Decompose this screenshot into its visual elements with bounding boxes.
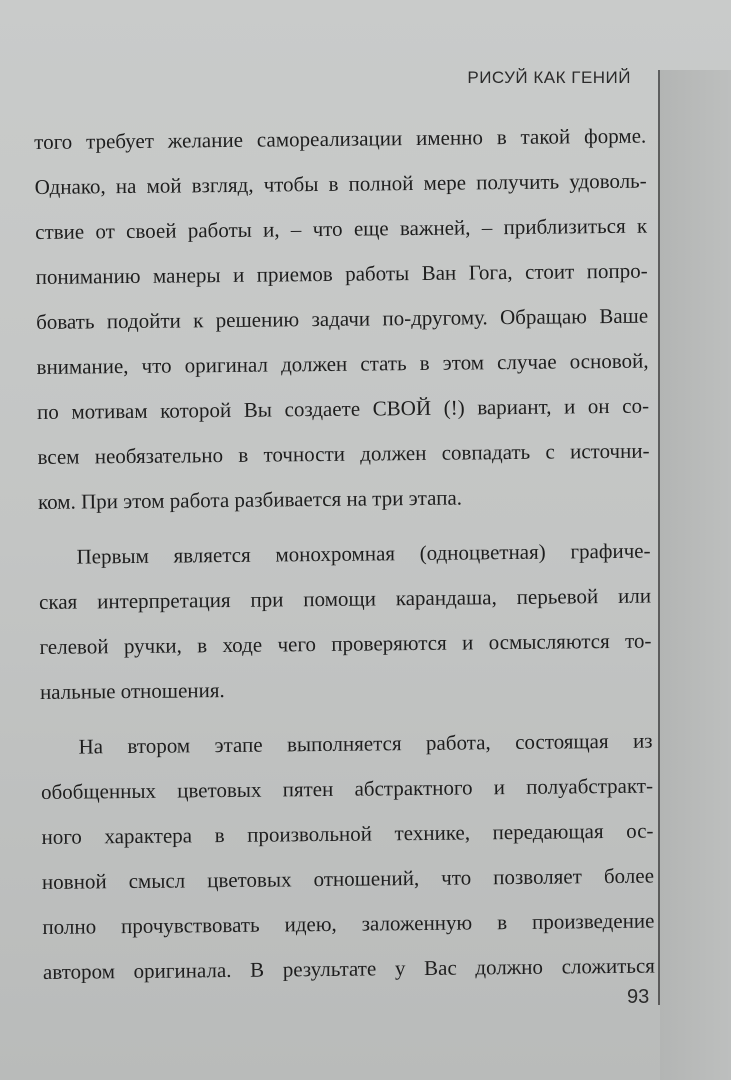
text-line: Однако, на мой взгляд, чтобы в полной мере получить удоволь- xyxy=(34,168,647,199)
text-line: ствие от своей работы и, – что еще важней, – приблизиться к xyxy=(35,213,648,244)
text-line: полно прочувствовать идею, заложенную в произведение xyxy=(42,908,655,939)
text-line: нальные отношения. xyxy=(39,678,225,704)
text-line: пониманию манеры и приемов работы Ван Гога, стоит попро- xyxy=(35,258,648,289)
text-line: ного характера в произвольной технике, передающая ос- xyxy=(41,818,654,849)
page-edge xyxy=(658,70,660,1005)
next-page-shadow xyxy=(660,70,731,1080)
paragraph-1 xyxy=(34,114,650,525)
text-line: всем необязательно в точности должен совпадать с источни- xyxy=(37,438,650,469)
paragraph-2 xyxy=(38,529,652,715)
text-line: новной смысл цветовых отношений, что позволяет более xyxy=(41,863,655,894)
text-line: ская интерпретация при помощи карандаша, перьевой или xyxy=(38,583,652,614)
page-number: 93 xyxy=(627,986,650,1008)
text-line: обобщенных цветовых пятен абстрактного и полуабстракт- xyxy=(40,773,654,804)
text-line: бовать подойти к решению задачи по-другому. Обращаю Ваше xyxy=(35,303,649,334)
text-line: по мотивам которой Вы создаете СВОЙ (!) вариант, и он со- xyxy=(36,393,650,424)
running-title: РИСУЙ КАК ГЕНИЙ xyxy=(467,68,631,87)
text-line: того требует желание самореализации именно в такой форме. xyxy=(34,123,647,154)
text-line: На втором этапе выполняется работа, состоящая из xyxy=(78,728,653,759)
paragraph-3 xyxy=(40,719,655,995)
text-line: автором оригинала. В результате у Вас должно сложиться xyxy=(42,953,656,984)
text-line: гелевой ручки, в ходе чего проверяются и осмысляются то- xyxy=(39,628,652,659)
text-line: Первым является монохромная (одноцветная) графиче- xyxy=(76,538,651,569)
text-line: ком. При этом работа разбивается на три этапа. xyxy=(37,485,463,514)
body-text xyxy=(34,114,655,995)
text-line: внимание, что оригинал должен стать в этом случае основой, xyxy=(36,348,649,379)
